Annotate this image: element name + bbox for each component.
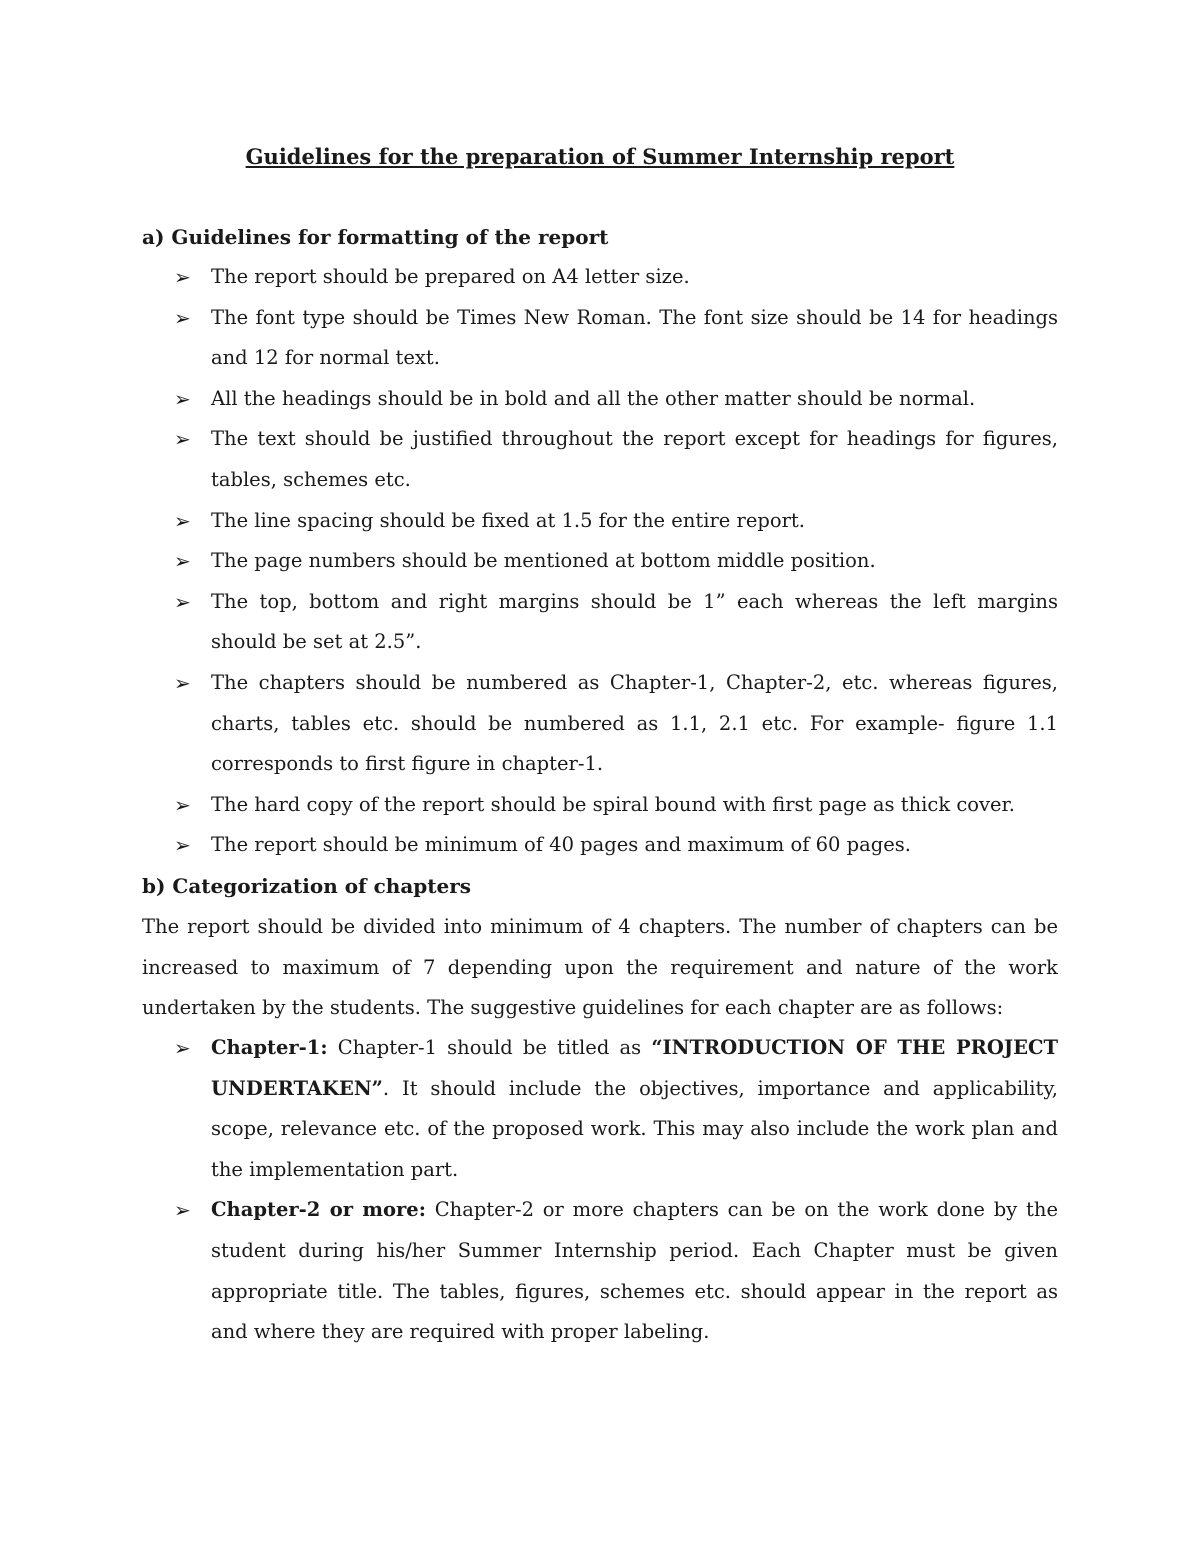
formatting-guidelines-list <box>142 257 1058 866</box>
chapter-label: Chapter-1: <box>211 1036 328 1059</box>
arrow-bullet-icon: ➢ <box>174 589 191 614</box>
arrow-bullet-icon: ➢ <box>174 833 191 858</box>
arrow-bullet-icon: ➢ <box>174 549 191 574</box>
section-b-heading: b) Categorization of chapters <box>142 874 472 898</box>
chapter-title: “INTRODUCTION OF THE PROJECT UNDERTAKEN” <box>211 1036 1058 1100</box>
chapters-intro-paragraph: The report should be divided into minimum of 4 chapters. The number of chapters can be increased to maximum of 7 depending upon the requirement and nature of the work undertaken by the students. The suggestive guidelines for each chapter are as follows: <box>142 915 1058 1020</box>
list-item: ➢ The report should be minimum of 40 pages and maximum of 60 pages. <box>142 825 1058 866</box>
list-item: ➢ The font type should be Times New Roman. The font size should be 14 for headings and 12 for normal text. <box>142 298 1058 379</box>
list-item: ➢ Chapter-2 or more: Chapter-2 or more chapters can be on the work done by the student during his/her Summer Internship period. Each Chapter must be given appropriate title. The tables, figures, schemes etc. should appear in the report as and where they are required with proper labeling. <box>142 1190 1058 1352</box>
list-item: ➢ The line spacing should be fixed at 1.5 for the entire report. <box>142 501 1058 542</box>
arrow-bullet-icon: ➢ <box>174 670 191 695</box>
list-item: ➢ The chapters should be numbered as Chapter-1, Chapter-2, etc. whereas figures, charts, tables etc. should be numbered as 1.1, 2.1 etc. For example- figure 1.1 corresponds to first figure in chapter-1. <box>142 663 1058 785</box>
list-item: ➢ The text should be justified throughout the report except for headings for figures, tables, schemes etc. <box>142 419 1058 500</box>
list-item: ➢ The report should be prepared on A4 letter size. <box>142 257 1058 298</box>
arrow-bullet-icon: ➢ <box>174 305 191 330</box>
list-item: ➢ Chapter-1: Chapter-1 should be titled as “INTRODUCTION OF THE PROJECT UNDERTAKEN”. It should include the objectives, importance and applicability, scope, relevance etc. of the proposed work. This may also include the work plan and the implementation part. <box>142 1028 1058 1190</box>
list-item: ➢ The page numbers should be mentioned at bottom middle position. <box>142 541 1058 582</box>
arrow-bullet-icon: ➢ <box>174 386 191 411</box>
list-item: ➢ The top, bottom and right margins should be 1” each whereas the left margins should be set at 2.5”. <box>142 582 1058 663</box>
arrow-bullet-icon: ➢ <box>174 792 191 817</box>
chapter-label: Chapter-2 or more: <box>211 1198 426 1222</box>
list-item: ➢ The hard copy of the report should be spiral bound with first page as thick cover. <box>142 785 1058 826</box>
arrow-bullet-icon: ➢ <box>174 508 191 533</box>
section-a-heading: a) Guidelines for formatting of the report <box>142 225 609 249</box>
document-title: Guidelines for the preparation of Summer Internship report <box>245 144 955 169</box>
arrow-bullet-icon: ➢ <box>174 265 191 289</box>
arrow-bullet-icon: ➢ <box>174 1036 191 1060</box>
list-item: ➢ All the headings should be in bold and all the other matter should be normal. <box>142 379 1058 420</box>
arrow-bullet-icon: ➢ <box>174 427 191 452</box>
arrow-bullet-icon: ➢ <box>174 1198 191 1223</box>
chapters-list <box>142 1028 1058 1353</box>
